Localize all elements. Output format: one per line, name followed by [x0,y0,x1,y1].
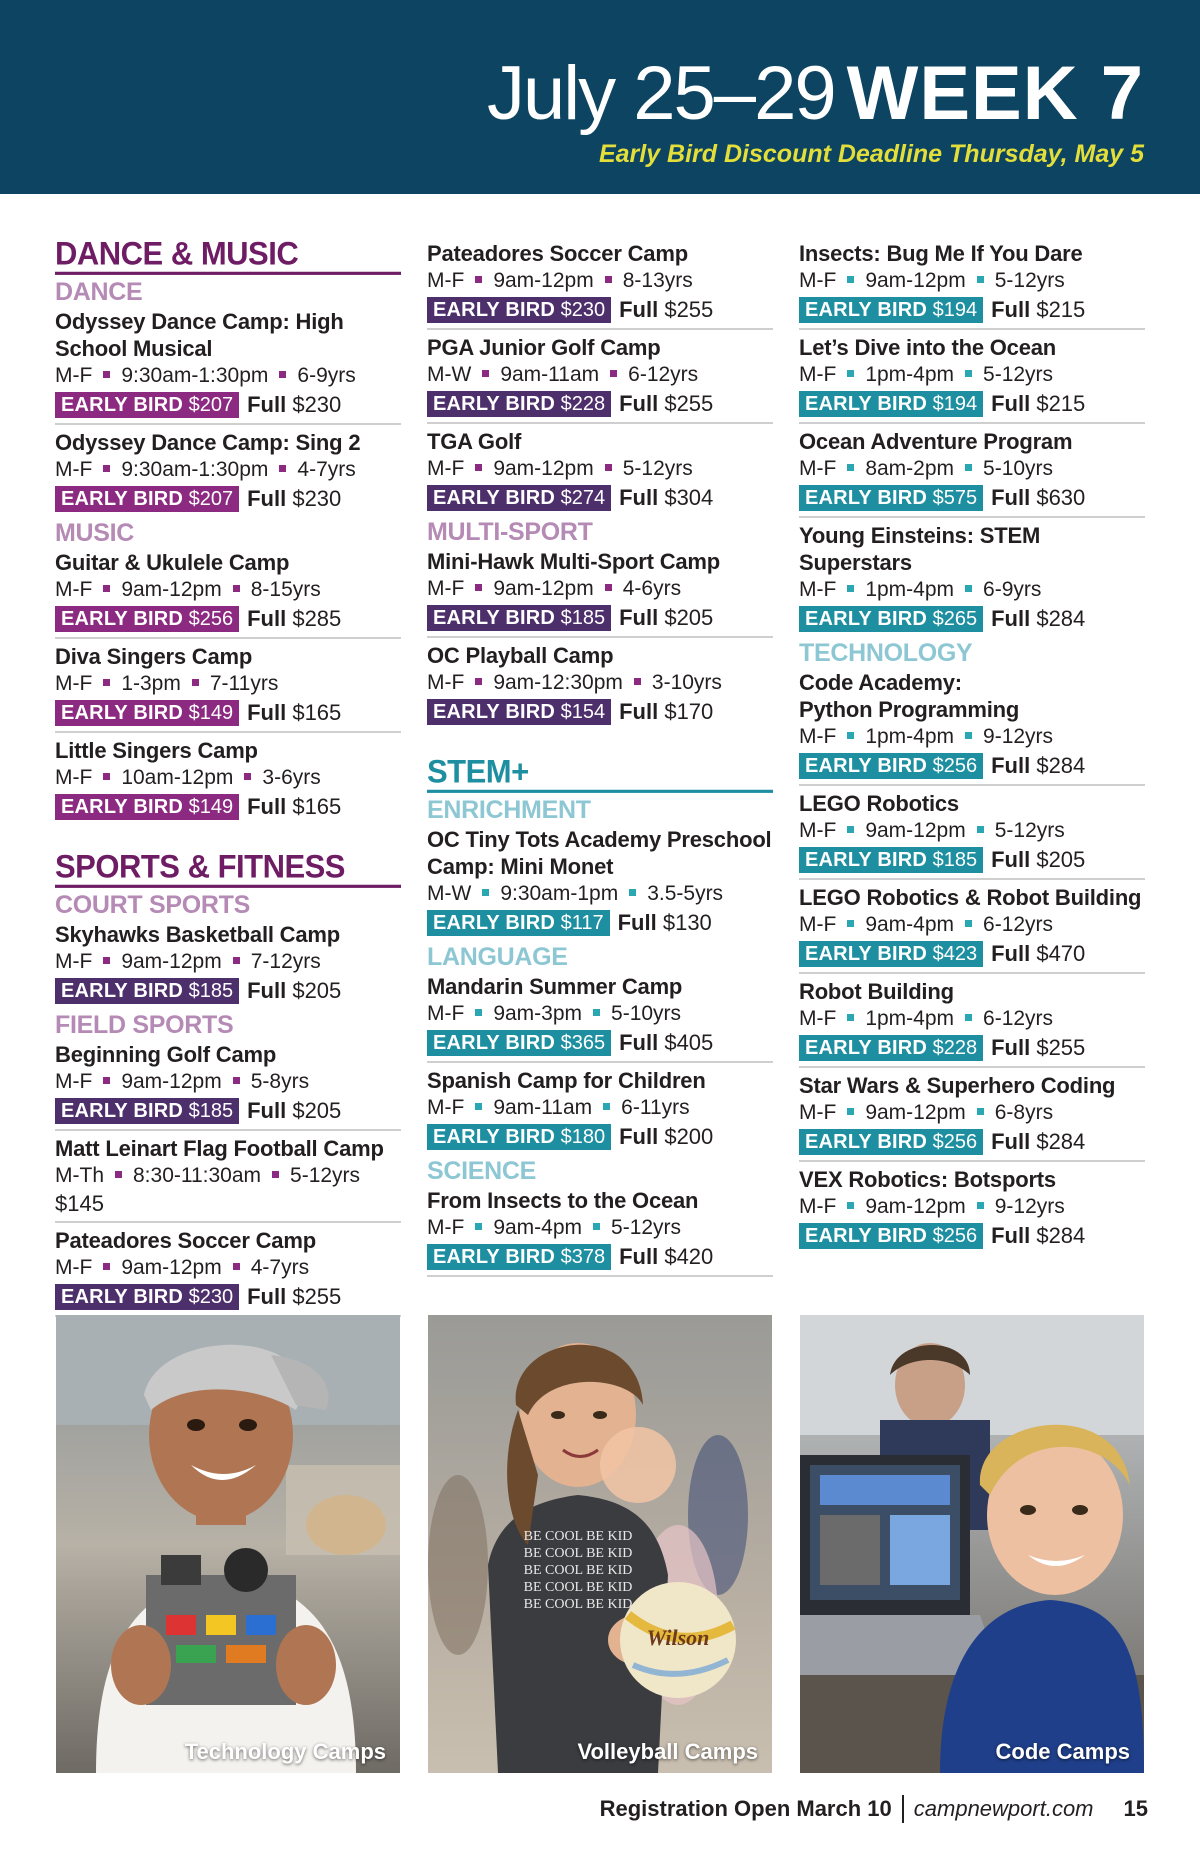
camp-name: LEGO Robotics [799,791,959,816]
camp-schedule: M-F 1-3pm 7-11yrs [55,672,279,695]
early-bird-badge: EARLY BIRD $256 [799,1129,983,1155]
camp-schedule: M-F 9:30am-1:30pm 4-7yrs [55,458,356,481]
camp-price [55,605,401,633]
early-bird-badge: EARLY BIRD $207 [55,486,239,512]
camp-listing [799,882,1145,974]
camp-name: Matt Leinart Flag Football Camp [55,1136,384,1161]
full-price: Full $284 [991,1223,1086,1248]
full-price: Full $420 [619,1244,714,1269]
camp-listing [427,238,773,330]
camp-name: VEX Robotics: Botsports [799,1167,1056,1192]
full-price: Full $205 [619,605,714,630]
full-price: Full $255 [247,1284,342,1309]
camp-name: Star Wars & Superhero Coding [799,1073,1116,1098]
camp-listing [799,1164,1145,1254]
registration-notice: Registration Open March 10 [599,1796,892,1821]
camp-schedule: M-F 1pm-4pm 6-9yrs [799,578,1042,601]
subsection-language: LANGUAGE [427,943,568,971]
camp-name: Mini-Hawk Multi-Sport Camp [427,549,721,574]
camp-listing [55,306,401,425]
full-price: Full $200 [619,1124,714,1149]
full-price: Full $285 [247,606,342,631]
early-bird-badge: EARLY BIRD $149 [55,700,239,726]
camp-price [799,1222,1145,1250]
camp-listing [427,640,773,730]
camp-price [799,296,1145,324]
page-title [487,51,1144,136]
camp-schedule: M-F 9am-12pm 8-15yrs [55,578,321,601]
early-bird-badge: EARLY BIRD $180 [427,1124,611,1150]
early-bird-badge: EARLY BIRD $230 [55,1284,239,1310]
camp-listing [799,788,1145,880]
full-price: Full $165 [247,700,342,725]
camp-price [55,1097,401,1125]
full-price: Full $230 [247,392,342,417]
early-bird-badge: EARLY BIRD $256 [799,1223,983,1249]
shirt-text-line: BE COOL BE KID [523,1563,633,1578]
camp-price [55,1283,401,1311]
early-bird-badge: EARLY BIRD $228 [427,391,611,417]
early-bird-badge: EARLY BIRD $423 [799,941,983,967]
camp-name: TGA Golf [427,429,522,454]
camp-listing [799,238,1145,330]
early-bird-badge: EARLY BIRD $154 [427,699,611,725]
camp-price [799,1034,1145,1062]
early-bird-badge: EARLY BIRD $185 [55,1098,239,1124]
early-bird-badge: EARLY BIRD $185 [799,847,983,873]
full-price: Full $255 [619,297,714,322]
camp-schedule: M-F 1pm-4pm 6-12yrs [799,1007,1054,1030]
subsection-field-sports: FIELD SPORTS [55,1011,234,1039]
early-bird-badge: EARLY BIRD $274 [427,485,611,511]
early-bird-badge: EARLY BIRD $256 [55,606,239,632]
full-price: Full $230 [247,486,342,511]
photo-volleyball-camps [428,1315,772,1773]
early-bird-badge: EARLY BIRD $575 [799,485,983,511]
week-dates: July 25–29 [487,51,835,136]
camp-schedule: M-F 9am-12pm 5-12yrs [799,269,1065,292]
camp-listing [55,1133,401,1223]
early-bird-badge: EARLY BIRD $117 [427,910,610,936]
camp-price [427,1029,773,1057]
camp-schedule: M-F 9am-12:30pm 3-10yrs [427,671,722,694]
camp-name: Robot Building [799,979,954,1004]
camp-name: Young Einsteins: STEM Superstars [799,523,1041,575]
full-price: Full $470 [991,941,1086,966]
camp-price [427,1123,773,1151]
full-price: Full $205 [247,978,342,1003]
camp-name: Pateadores Soccer Camp [55,1228,316,1253]
early-bird-badge: EARLY BIRD $265 [799,606,983,632]
column-2 [427,238,773,1279]
column-3 [799,238,1145,1256]
page-number: 15 [1123,1796,1148,1821]
photo-boy-with-lego-robot [56,1315,400,1773]
photo-code-camps [800,1315,1144,1773]
subsection-dance: DANCE [55,278,143,306]
camp-name: Ocean Adventure Program [799,429,1073,454]
shirt-text-line: BE COOL BE KID [523,1529,633,1544]
early-bird-badge: EARLY BIRD $365 [427,1030,611,1056]
camp-schedule: M-F 9am-12pm 5-12yrs [427,457,693,480]
early-bird-badge: EARLY BIRD $378 [427,1244,611,1270]
week-label: WEEK 7 [846,51,1144,136]
camp-listing [427,1185,773,1277]
photo-boys-at-laptop [800,1315,1144,1773]
camp-name: Little Singers Camp [55,738,258,763]
footer-divider [902,1795,904,1823]
full-price: Full $284 [991,1129,1086,1154]
camp-listing [427,1065,773,1155]
photo-caption: Code Camps [995,1739,1130,1764]
early-bird-badge: EARLY BIRD $194 [799,391,983,417]
camp-schedule: M-F 9am-3pm 5-10yrs [427,1002,682,1025]
section-title-stem: STEM+ [427,755,773,793]
sports-continued [427,238,773,730]
camp-listing [427,332,773,424]
camp-schedule: M-W 9:30am-1pm 3.5-5yrs [427,882,724,905]
early-bird-badge: EARLY BIRD $149 [55,794,239,820]
website-link[interactable]: campnewport.com [913,1796,1094,1821]
column-1 [55,235,401,1319]
camp-name: PGA Junior Golf Camp [427,335,661,360]
full-price: Full $165 [247,794,342,819]
camp-listing [799,332,1145,424]
camp-price [799,940,1145,968]
full-price: Full $170 [619,699,714,724]
camp-price [799,390,1145,418]
camp-name: Insects: Bug Me If You Dare [799,241,1083,266]
full-price: Full $130 [617,910,712,935]
camp-listing [427,546,773,638]
camp-schedule: M-F 1pm-4pm 9-12yrs [799,725,1054,748]
full-price: Full $205 [247,1098,342,1123]
camp-listing [55,641,401,733]
camp-schedule: M-F 9am-12pm 7-12yrs [55,950,321,973]
full-price: Full $630 [991,485,1086,510]
camp-name: Let’s Dive into the Ocean [799,335,1057,360]
camp-name: Code Academy: Python Programming [799,670,1020,722]
camp-schedule: M-F 9am-12pm 5-12yrs [799,819,1065,842]
camp-name: Skyhawks Basketball Camp [55,922,341,947]
camp-listing [427,426,773,516]
camp-price [799,752,1145,780]
camp-schedule: M-F 9am-12pm 4-7yrs [55,1256,310,1279]
camp-listing [55,427,401,517]
shirt-text-line: BE COOL BE KID [523,1580,633,1595]
camp-price [427,296,773,324]
camp-schedule: M-F 9am-12pm 5-8yrs [55,1070,310,1093]
photo-technology-camps [56,1315,400,1773]
subsection-technology: TECHNOLOGY [799,639,973,667]
camp-price [427,909,773,937]
camp-schedule: M-F 9am-12pm 9-12yrs [799,1195,1065,1218]
full-price: Full $255 [991,1035,1086,1060]
camp-listing [55,547,401,639]
camp-listing [55,1225,401,1317]
camp-name: Guitar & Ukulele Camp [55,550,290,575]
camp-schedule: M-F 10am-12pm 3-6yrs [55,766,321,789]
full-price: Full $304 [619,485,714,510]
subsection-court-sports: COURT SPORTS [55,891,251,919]
subsection-music: MUSIC [55,519,135,547]
photo-caption: Technology Camps [184,1739,386,1764]
camp-name: OC Tiny Tots Academy Preschool Camp: Mini Monet [427,827,772,879]
camp-name: From Insects to the Ocean [427,1188,699,1213]
full-price: Full $284 [991,606,1086,631]
camp-name: LEGO Robotics & Robot Building [799,885,1142,910]
early-bird-badge: EARLY BIRD $185 [427,605,611,631]
early-bird-badge: EARLY BIRD $194 [799,297,983,323]
camp-listing [799,426,1145,518]
early-bird-deadline: Early Bird Discount Deadline Thursday, May 5 [598,140,1144,168]
camp-name: Mandarin Summer Camp [427,974,683,999]
camp-name: Odyssey Dance Camp: Sing 2 [55,430,361,455]
subsection-science: SCIENCE [427,1157,537,1185]
camp-listing [799,976,1145,1068]
full-price: Full $215 [991,391,1086,416]
camp-price [55,699,401,727]
camp-price [799,605,1145,633]
camp-listing [799,1070,1145,1162]
camp-price [427,698,773,726]
shirt-text-line: BE COOL BE KID [523,1597,633,1612]
camp-schedule: M-Th 8:30-11:30am 5-12yrs [55,1164,361,1187]
camp-schedule: M-F 9am-12pm 4-6yrs [427,577,682,600]
camp-schedule: M-F 8am-2pm 5-10yrs [799,457,1054,480]
full-price: Full $215 [991,297,1086,322]
ball-brand: Wilson [646,1625,710,1650]
camp-price [799,484,1145,512]
stem-section [427,753,773,1277]
camp-listing [55,919,401,1009]
camp-price [799,1128,1145,1156]
early-bird-badge: EARLY BIRD $230 [427,297,611,323]
camp-price [55,793,401,821]
early-bird-badge: EARLY BIRD $207 [55,392,239,418]
camp-name: Spanish Camp for Children [427,1068,706,1093]
camp-price [427,484,773,512]
camp-listing [427,824,773,941]
section-title-sports-fitness: SPORTS & FITNESS [55,850,401,888]
photo-caption: Volleyball Camps [577,1739,758,1764]
camp-price [55,391,401,419]
camp-name: Diva Singers Camp [55,644,253,669]
full-price: Full $255 [619,391,714,416]
full-price: Full $405 [619,1030,714,1055]
camp-listing [799,667,1145,786]
early-bird-badge: EARLY BIRD $228 [799,1035,983,1061]
camp-price [427,1243,773,1271]
full-price: Full $205 [991,847,1086,872]
camp-schedule: M-F 9:30am-1:30pm 6-9yrs [55,364,356,387]
camp-name: Pateadores Soccer Camp [427,241,688,266]
camp-price [55,977,401,1005]
camp-schedule: M-F 1pm-4pm 5-12yrs [799,363,1054,386]
early-bird-badge: EARLY BIRD $185 [55,978,239,1004]
early-bird-badge: EARLY BIRD $256 [799,753,983,779]
camp-name: Odyssey Dance Camp: High School Musical [55,309,344,361]
photo-girl-with-volleyball [428,1315,772,1773]
camp-schedule: M-F 9am-4pm 6-12yrs [799,913,1054,936]
camp-listing [427,971,773,1063]
camp-price: $145 [55,1191,104,1216]
full-price: Full $284 [991,753,1086,778]
camp-listing [55,735,401,825]
page-footer [600,1795,1148,1823]
camp-schedule: M-F 9am-12pm 6-8yrs [799,1101,1054,1124]
camp-schedule: M-F 9am-11am 6-11yrs [427,1096,690,1119]
camp-price [55,485,401,513]
shirt-text-line: BE COOL BE KID [523,1546,633,1561]
subsection-enrichment: ENRICHMENT [427,796,591,824]
camp-schedule: M-W 9am-11am 6-12yrs [427,363,699,386]
camp-price [427,390,773,418]
section-title-dance-music: DANCE & MUSIC [55,237,401,275]
page-header [0,0,1200,194]
camp-schedule: M-F 9am-12pm 8-13yrs [427,269,693,292]
camp-listing [55,1039,401,1131]
camp-price [799,846,1145,874]
camp-name: OC Playball Camp [427,643,614,668]
camp-schedule: M-F 9am-4pm 5-12yrs [427,1216,682,1239]
subsection-multi-sport: MULTI-SPORT [427,518,593,546]
camp-listing [799,520,1145,637]
camp-price [427,604,773,632]
camp-name: Beginning Golf Camp [55,1042,277,1067]
